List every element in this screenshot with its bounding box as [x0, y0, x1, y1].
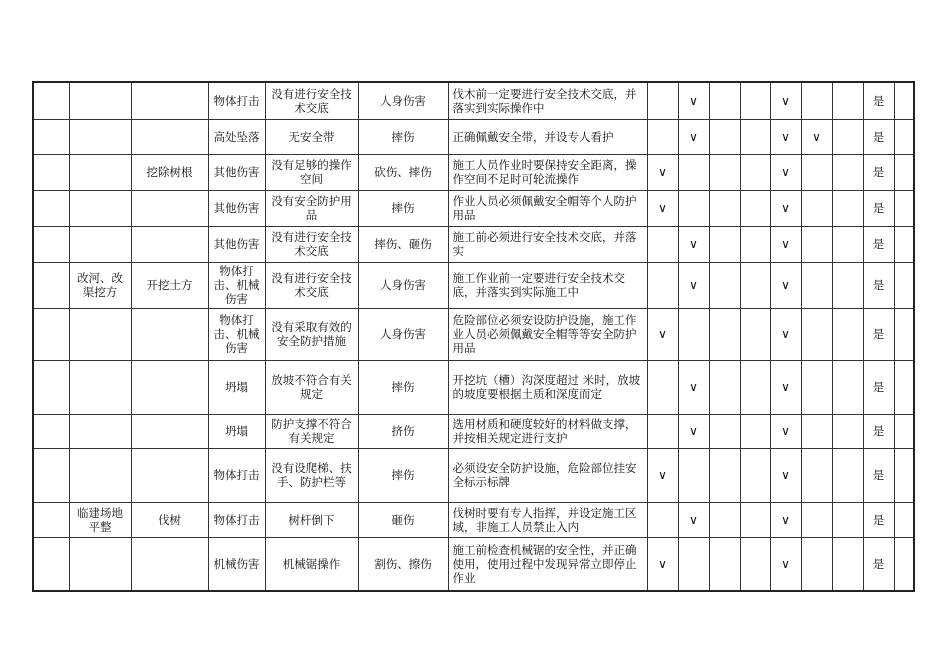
check-cell: ∨ [647, 448, 678, 502]
check-cell [801, 360, 832, 414]
check-cell: ∨ [647, 537, 678, 591]
significant-cell: 是 [863, 119, 894, 154]
consequence-cell: 割伤、擦伤 [358, 537, 448, 591]
cause-cell: 放坡不符合有关规定 [265, 360, 358, 414]
margin-cell [33, 448, 69, 502]
check-cell [709, 414, 740, 448]
check-cell: ∨ [770, 262, 801, 308]
table-row [33, 502, 914, 537]
check-cell [801, 502, 832, 537]
check-cell [801, 308, 832, 360]
margin-cell [33, 119, 69, 154]
hazard-cell: 机械伤害 [208, 537, 265, 591]
check-cell [740, 537, 770, 591]
end-cell [894, 82, 914, 119]
check-cell [709, 82, 740, 119]
significant-cell: 是 [863, 82, 894, 119]
measure-cell: 危险部位必须安设防护设施，施工作业人员必须佩戴安全帽等等安全防护用品 [448, 308, 647, 360]
activity-cell [131, 82, 208, 119]
check-cell: ∨ [678, 414, 709, 448]
check-cell [832, 308, 863, 360]
cause-cell: 没有进行安全技术交底 [265, 262, 358, 308]
risk-assessment-table [32, 81, 915, 592]
project-cell [69, 537, 131, 591]
margin-cell [33, 502, 69, 537]
activity-cell: 伐树 [131, 502, 208, 537]
measure-cell: 伐树时要有专人指挥，并设定施工区域，非施工人员禁止入内 [448, 502, 647, 537]
cause-cell: 无安全带 [265, 119, 358, 154]
consequence-cell: 摔伤 [358, 448, 448, 502]
check-cell [832, 537, 863, 591]
measure-cell: 伐木前一定要进行安全技术交底，并落实到实际操作中 [448, 82, 647, 119]
check-cell: ∨ [770, 537, 801, 591]
check-cell [709, 190, 740, 226]
cause-cell: 树杆倒下 [265, 502, 358, 537]
measure-cell: 施工作业前一定要进行安全技术交底，并落实到实际施工中 [448, 262, 647, 308]
check-cell: ∨ [770, 190, 801, 226]
project-cell [69, 119, 131, 154]
check-cell [740, 190, 770, 226]
check-cell: ∨ [770, 82, 801, 119]
hazard-cell: 物体打击 [208, 502, 265, 537]
significant-cell: 是 [863, 262, 894, 308]
check-cell: ∨ [678, 119, 709, 154]
check-cell: ∨ [770, 226, 801, 262]
check-cell [740, 360, 770, 414]
check-cell [740, 448, 770, 502]
hazard-cell: 高处坠落 [208, 119, 265, 154]
activity-cell [131, 360, 208, 414]
check-cell [832, 154, 863, 190]
significant-cell: 是 [863, 190, 894, 226]
margin-cell [33, 154, 69, 190]
project-cell [69, 190, 131, 226]
table-row [33, 537, 914, 591]
measure-cell: 施工前检查机械锯的安全性，并正确使用，使用过程中发现异常立即停止作业 [448, 537, 647, 591]
margin-cell [33, 262, 69, 308]
end-cell [894, 226, 914, 262]
significant-cell: 是 [863, 537, 894, 591]
hazard-cell: 物体打击、机械伤害 [208, 308, 265, 360]
table-row [33, 82, 914, 119]
check-cell: ∨ [647, 308, 678, 360]
check-cell: ∨ [678, 226, 709, 262]
measure-cell: 正确佩戴安全带，并设专人看护 [448, 119, 647, 154]
check-cell [801, 262, 832, 308]
check-cell [678, 154, 709, 190]
hazard-cell: 其他伤害 [208, 154, 265, 190]
check-cell [832, 448, 863, 502]
check-cell [832, 82, 863, 119]
hazard-cell: 坍塌 [208, 360, 265, 414]
check-cell [647, 226, 678, 262]
cause-cell: 机械锯操作 [265, 537, 358, 591]
hazard-cell: 其他伤害 [208, 190, 265, 226]
consequence-cell: 摔伤 [358, 119, 448, 154]
hazard-cell: 其他伤害 [208, 226, 265, 262]
check-cell [832, 190, 863, 226]
check-cell [709, 308, 740, 360]
table-body [33, 82, 914, 591]
check-cell [709, 448, 740, 502]
activity-cell [131, 537, 208, 591]
significant-cell: 是 [863, 360, 894, 414]
end-cell [894, 537, 914, 591]
check-cell [647, 82, 678, 119]
cause-cell: 没有进行安全技术交底 [265, 82, 358, 119]
measure-cell: 施工人员作业时要保持安全距离，操作空间不足时可轮流操作 [448, 154, 647, 190]
check-cell: ∨ [770, 360, 801, 414]
table-row [33, 226, 914, 262]
consequence-cell: 人身伤害 [358, 308, 448, 360]
check-cell [709, 154, 740, 190]
project-cell [69, 82, 131, 119]
activity-cell [131, 448, 208, 502]
table-row [33, 154, 914, 190]
consequence-cell: 人身伤害 [358, 82, 448, 119]
check-cell [709, 262, 740, 308]
check-cell [709, 537, 740, 591]
cause-cell: 没有采取有效的安全防护措施 [265, 308, 358, 360]
end-cell [894, 360, 914, 414]
table-row [33, 119, 914, 154]
hazard-cell: 物体打击、机械伤害 [208, 262, 265, 308]
check-cell: ∨ [647, 190, 678, 226]
check-cell [832, 360, 863, 414]
margin-cell [33, 537, 69, 591]
check-cell: ∨ [770, 414, 801, 448]
margin-cell [33, 360, 69, 414]
activity-cell: 挖除树根 [131, 154, 208, 190]
hazard-cell: 物体打击 [208, 82, 265, 119]
measure-cell: 开挖坑（槽）沟深度超过 米时，放坡的坡度要根据土质和深度而定 [448, 360, 647, 414]
project-cell [69, 226, 131, 262]
cause-cell: 没有安全防护用品 [265, 190, 358, 226]
activity-cell [131, 119, 208, 154]
hazard-cell: 坍塌 [208, 414, 265, 448]
check-cell: ∨ [678, 82, 709, 119]
check-cell: ∨ [770, 448, 801, 502]
check-cell: ∨ [770, 154, 801, 190]
check-cell [678, 308, 709, 360]
check-cell [740, 119, 770, 154]
cause-cell: 没有设爬梯、扶手、防护栏等 [265, 448, 358, 502]
check-cell [832, 119, 863, 154]
check-cell [740, 502, 770, 537]
project-cell: 改河、改渠挖方 [69, 262, 131, 308]
activity-cell: 开挖土方 [131, 262, 208, 308]
significant-cell: 是 [863, 226, 894, 262]
check-cell [801, 154, 832, 190]
table-row [33, 190, 914, 226]
measure-cell: 施工前必须进行安全技术交底，并落实 [448, 226, 647, 262]
check-cell [740, 82, 770, 119]
check-cell [740, 154, 770, 190]
check-cell: ∨ [770, 308, 801, 360]
margin-cell [33, 226, 69, 262]
check-cell [740, 414, 770, 448]
margin-cell [33, 308, 69, 360]
cause-cell: 防护支撑不符合有关规定 [265, 414, 358, 448]
end-cell [894, 190, 914, 226]
check-cell [647, 119, 678, 154]
check-cell: ∨ [678, 502, 709, 537]
end-cell [894, 308, 914, 360]
end-cell [894, 414, 914, 448]
check-cell [647, 360, 678, 414]
check-cell [740, 226, 770, 262]
check-cell [647, 414, 678, 448]
margin-cell [33, 190, 69, 226]
table-row [33, 414, 914, 448]
check-cell [647, 262, 678, 308]
table-row [33, 360, 914, 414]
table-row [33, 262, 914, 308]
consequence-cell: 砍伤、摔伤 [358, 154, 448, 190]
significant-cell: 是 [863, 502, 894, 537]
project-cell [69, 154, 131, 190]
check-cell [832, 414, 863, 448]
project-cell [69, 360, 131, 414]
check-cell: ∨ [678, 360, 709, 414]
significant-cell: 是 [863, 414, 894, 448]
end-cell [894, 448, 914, 502]
check-cell [647, 502, 678, 537]
activity-cell [131, 308, 208, 360]
check-cell: ∨ [770, 502, 801, 537]
project-cell: 临建场地平整 [69, 502, 131, 537]
consequence-cell: 挤伤 [358, 414, 448, 448]
end-cell [894, 154, 914, 190]
significant-cell: 是 [863, 448, 894, 502]
check-cell [832, 262, 863, 308]
activity-cell [131, 414, 208, 448]
project-cell [69, 448, 131, 502]
check-cell [801, 414, 832, 448]
table-row [33, 308, 914, 360]
check-cell [709, 226, 740, 262]
margin-cell [33, 414, 69, 448]
activity-cell [131, 190, 208, 226]
check-cell [740, 262, 770, 308]
end-cell [894, 262, 914, 308]
check-cell [801, 226, 832, 262]
check-cell [801, 537, 832, 591]
check-cell [801, 190, 832, 226]
margin-cell [33, 82, 69, 119]
measure-cell: 选用材质和硬度较好的材料做支撑，并按相关规定进行支护 [448, 414, 647, 448]
check-cell [801, 82, 832, 119]
check-cell [709, 502, 740, 537]
measure-cell: 作业人员必须佩戴安全帽等个人防护用品 [448, 190, 647, 226]
check-cell [709, 119, 740, 154]
end-cell [894, 119, 914, 154]
project-cell [69, 308, 131, 360]
measure-cell: 必须设安全防护设施，危险部位挂安全标示标牌 [448, 448, 647, 502]
check-cell: ∨ [678, 262, 709, 308]
cause-cell: 没有足够的操作空间 [265, 154, 358, 190]
table-row [33, 448, 914, 502]
project-cell [69, 414, 131, 448]
check-cell: ∨ [770, 119, 801, 154]
consequence-cell: 砸伤 [358, 502, 448, 537]
check-cell [678, 190, 709, 226]
hazard-cell: 物体打击 [208, 448, 265, 502]
significant-cell: 是 [863, 308, 894, 360]
consequence-cell: 摔伤、砸伤 [358, 226, 448, 262]
consequence-cell: 摔伤 [358, 190, 448, 226]
significant-cell: 是 [863, 154, 894, 190]
check-cell: ∨ [801, 119, 832, 154]
check-cell [709, 360, 740, 414]
cause-cell: 没有进行安全技术交底 [265, 226, 358, 262]
check-cell [801, 448, 832, 502]
check-cell: ∨ [647, 154, 678, 190]
check-cell [678, 537, 709, 591]
activity-cell [131, 226, 208, 262]
check-cell [740, 308, 770, 360]
consequence-cell: 人身伤害 [358, 262, 448, 308]
check-cell [832, 226, 863, 262]
consequence-cell: 摔伤 [358, 360, 448, 414]
check-cell [832, 502, 863, 537]
check-cell [678, 448, 709, 502]
end-cell [894, 502, 914, 537]
